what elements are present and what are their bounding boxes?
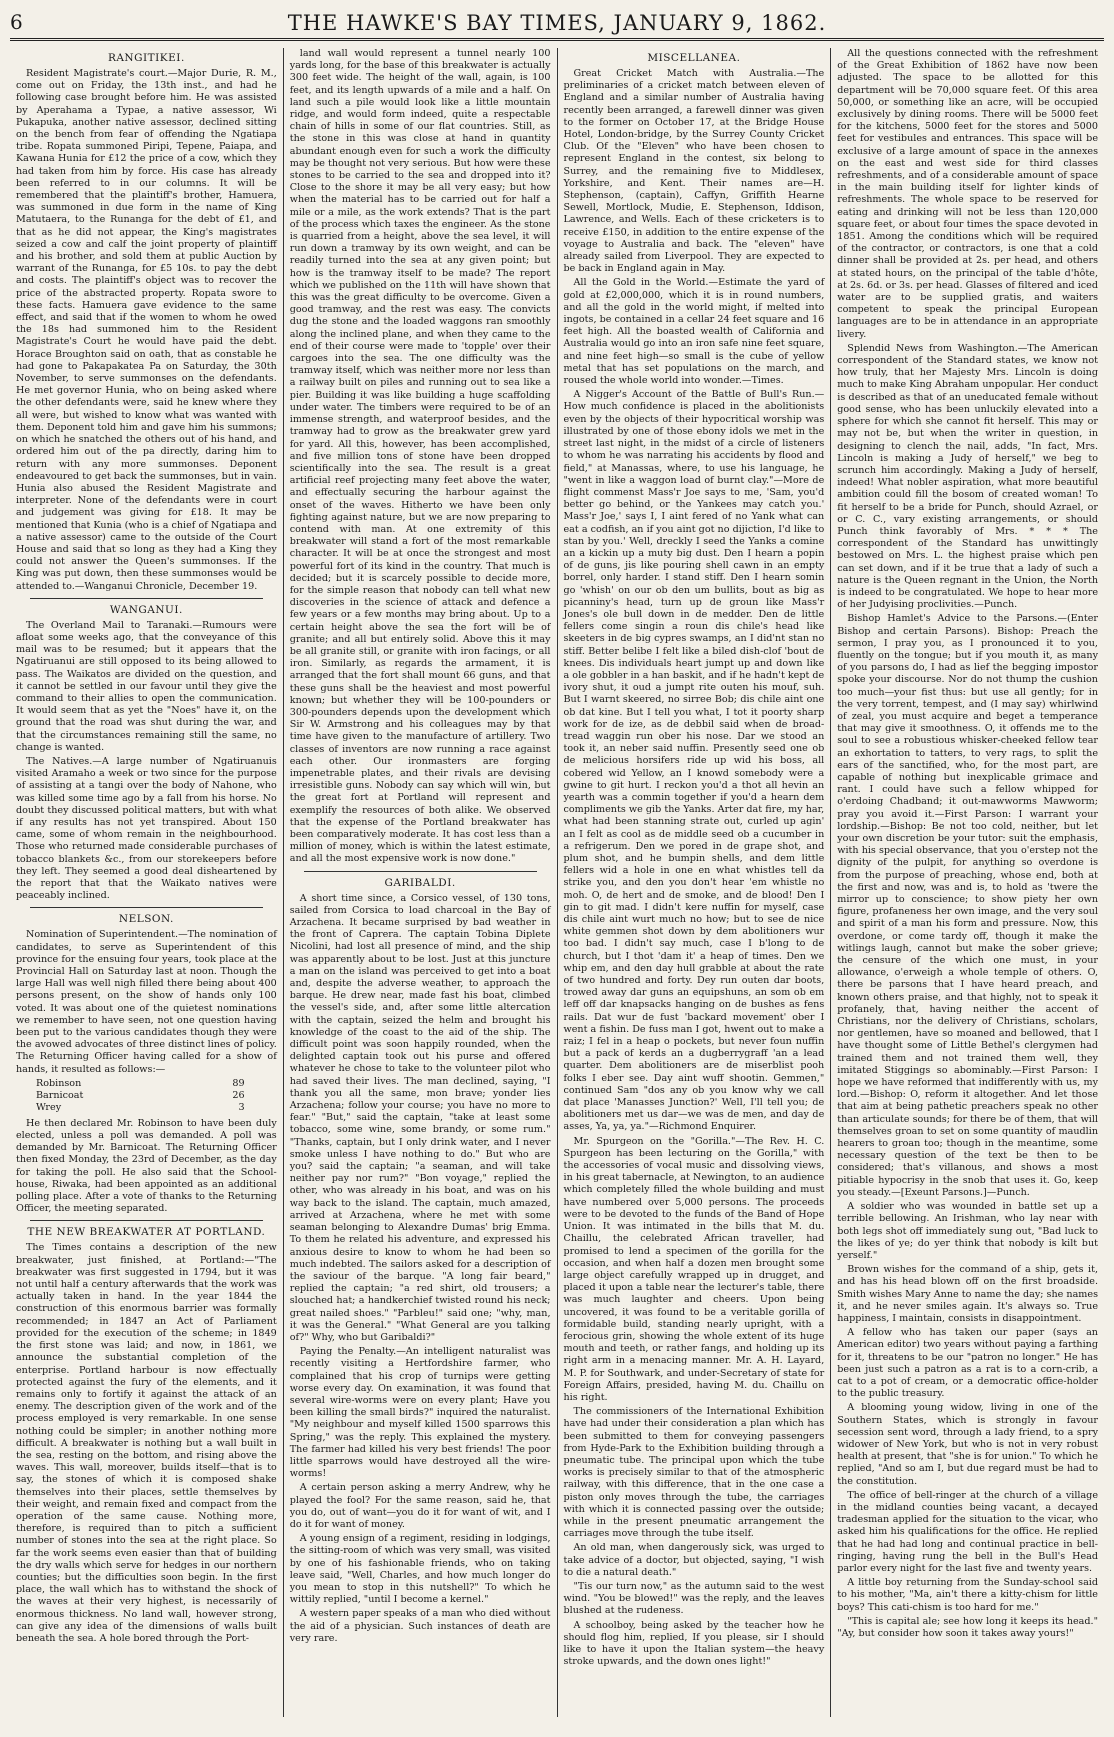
article-west-wind: "Tis our turn now," as the autumn said to the west wind. "You be blowed!" was the reply, and the leaves blushed at the rudeness. bbox=[563, 1580, 825, 1617]
heading-breakwater: THE NEW BREAKWATER AT PORTLAND. bbox=[27, 1226, 266, 1239]
article-physician: A western paper speaks of a man who died without the aid of a physician. Such instances of death are very rare. bbox=[289, 1608, 551, 1644]
article-exhibition-refreshment: All the questions connected with the refreshment of the Great Exhibition of 1862 have now been adjusted. The space to be allotted for this department will be 70,000 square feet. Of this area 50,000, or something like an acre, will be occupied exclusively by dining rooms. There will be 5000 feet for the kitchens, 5000 feet for the stores and 5000 feet for vestibules and entrances. This space will be exclusive of a large amount of space in the annexes on the east and west side for third classes refreshments, and of a considerable amount of space in the main building itself for lighter kinds of refreshments. The whole space to be reserved for eating and drinking will not be less than 120,000 square feet, or about four times the space devoted in 1851. Among the conditions which will be required of the contractor, or contractors, is one that a cold dinner shall be provided at 2s. per head, and others at stated hours, on the principal of the table d'hôte, at 2s. 6d. or 3s. per head. Glasses of filtered and iced water are to be supplied gratis, and waiters competent to speak the principal European languages are to be in attendance in an appropriate livery. bbox=[837, 48, 1098, 340]
article-soldier: A soldier who was wounded in battle set up a terrible bellowing. An Irishman, who lay near with both legs shot off immediately sung out, "Bad luck to the likes of ye; do yer think that nobody is kilt but yerself." bbox=[837, 1201, 1098, 1261]
candidate-votes: 3 bbox=[238, 1101, 245, 1113]
divider bbox=[30, 598, 263, 599]
candidate-votes: 89 bbox=[232, 1077, 245, 1089]
article-overland-mail: The Overland Mail to Taranaki.—Rumours were afloat some weeks ago, that the conveyance of this mail was to be resumed; but it appears that the Ngatiruanui are still opposed to its being allowed to pass. The Waikatos are divided on the question, and it cannot be settled in our favour until they give the command to their allies to open the communication. It would seem that as yet the "Noes" have it, on the ground that the road was shut during the war, and that the circumstances remaining still the same, no change is wanted. bbox=[16, 619, 277, 753]
heading-miscellanea: MISCELLANEA. bbox=[647, 52, 741, 64]
article-garibaldi: A short time since, a Corsico vessel, of 130 tons, sailed from Corsica to load charcoal in the Bay of Arzachena. It became surprised by bad weather in the front of Caprera. The captain Tobina Diplete Nicolini, had lost all presence of mind, and the ship was apparently about to be lost. Just at this juncture a man on the island was perceived to get into a boat and, despite the adverse weather, to approach the barque. He drew near, made fast his boat, climbed the vessel's side, and, after some little altercation with the captain, seized the helm and brought his knowledge of the coast to the aid of the ship. The difficult point was soon happily rounded, when the delighted captain took out his purse and offered whatever he chose to take to the volunteer pilot who had saved their lives. The man declined, saying, "I thank you all the same, mon brave; yonder lies Arzachena; follow your course; you have no more to fear." "But," said the captain, "take at least some tobacco, some wine, some brandy, or some rum." "Thanks, captain, but I only drink water, and I never smoke unless I have nothing to do." But who are you? said the captain; "a seaman, and will take neither pay nor rum?" "Bon voyage," replied the other, who was already in his boat, and was on his way back to the island. The captain, much amazed, arrived at Arzachena, where he met with some seaman belonging to Alexandre Dumas' brig Emma. To them he related his adventure, and expressed his anxious desire to know to whom he had been so much indebted. The sailors asked for a description of the saviour of the barque. "A long fair beard," replied the captain; "a red shirt, old trousers; a slouched hat; a handkerchief twisted round his neck; great nailed shoes." "Parbleu!" said one; "why, man, it was the General." "What General are you talking of?" Why, who but Garibaldi?" bbox=[289, 892, 551, 1343]
divider bbox=[30, 907, 263, 908]
article-widow: A blooming young widow, living in one of the Southern States, which is strongly in favour secession sent word, through a lady friend, to a spry widower of New York, but who is not in very robust health at present, that "she is for union." To which he replied, "And so am I, but due regard must be had to the constitution. bbox=[837, 1402, 1098, 1487]
article-natives: The Natives.—A large number of Ngatiruanuis visited Aramaho a week or two since for the purpose of assisting at a tangi over the body of Nahone, who was killed some time ago by a fall from his horse. No doubt they discussed political matters, but with what if any results has not yet transpired. About 150 came, some of whom remain in the neighbourhood. Those who returned made considerable purchases of tobacco blankets &c., from our storekeepers before they left. They seemed a good deal disheartened by the report that that the Waikato natives were peaceably inclined. bbox=[16, 755, 277, 902]
article-nomination: Nomination of Superintendent.—The nomination of candidates, to serve as Superintendent of this province for the ensuing four years, took place at the Provincial Hall on Saturday last at noon. Though the large Hall was well nigh filled there being about 400 persons present, on the show of hands only 100 voted. It was about one of the quietest nominations we remember to have seen, not one question having been put to the various candidates though they were the avowed advocates of three distinct lines of policy. The Returning Officer having called for a show of hands, it resulted as follows:— bbox=[16, 929, 277, 1075]
vote-row bbox=[36, 1078, 245, 1090]
page-number: 6 bbox=[10, 10, 23, 34]
column-2 bbox=[284, 48, 558, 1717]
article-spurgeon: Mr. Spurgeon on the "Gorilla."—The Rev. H. C. Spurgeon has been lecturing on the Gorilla," with the accessories of vocal music and dissolving views, in his great tabernacle, at Newington, to an audience which completely filled the whole building and must have numbered over 5,000 persons. The proceeds were to be devoted to the funds of the Band of Hope Union. It was intimated in the bills that M. du. Chaillu, the celebrated African traveller, had promised to lend a specimen of the gorilla for the occasion, and when half a dozen men brought some large object carefully wrapped up in drugget, and placed it upon a table near the lecturer's table, there was much laughter and cheers. Upon being uncovered, it was found to be a veritable gorilla of formidable build, standing nearly upright, with a ferocious grin, showing the whole extent of its huge mouth and teeth, or rather fangs, and holding up its right arm in a menacing manner. Mr. A. H. Layard, M. P. for Southwark, and under-Secretary of state for Foreign Affairs, presided, having M. du. Chaillu on his right. bbox=[563, 1135, 825, 1403]
article-cricket: Great Cricket Match with Australia.—The preliminaries of a cricket match between eleven of England and a similar number of Australia having recently been arranged, a farewell dinner was given to the former on October 17, at the Bridge House Hotel, London-bridge, by the Surrey County Cricket Club. Of the "Eleven" who have been chosen to represent England in the contest, six belong to Surrey, and the remaining five to Middlesex, Yorkshire, and Kent. Their names are—H. Stephenson, (captain), Caffyn, Griffith Hearne Sewell, Mortlock, Mudie, E. Stephenson, Iddison, Lawrence, and Wells. Each of these cricketers is to receive £150, in addition to the entire expense of the voyage to Australia and back. The "eleven" have already sailed from Liverpool. They are expected to be back in England again in May. bbox=[563, 68, 825, 275]
candidate-name: Barnicoat bbox=[36, 1089, 84, 1101]
masthead bbox=[10, 10, 1104, 41]
article-ensign: A young ensign of a regiment, residing in lodgings, the sitting-room of which was very small, was visited by one of his fashionable friends, who on taking leave said, "Well, Charles, and how much longer do you mean to stop in this nutshell?" To which he wittily replied, "until I become a kernel." bbox=[289, 1533, 551, 1606]
newspaper-page bbox=[10, 10, 1104, 1717]
article-bishop-hamlet: Bishop Hamlet's Advice to the Parsons.—(Enter Bishop and certain Parsons). Bishop: Preach the sermon, I pray you, as I pronounced it to you, fluently on the tongue; but if you mouth it, as many of you parsons do, I had as lief the begging impostor spoke your discourse. Nor do not thump the cushion too much—your fist thus: but use all gently; for in the very torrent, tempest, and (I may say) whirlwind of zeal, you must acquire and beget a temperance that may give it smoothness. O, it offends me to the soul to see a robustious whisker-cheeked fellow tear an exhortation to tatters, to very rags, to split the ears of the sanctified, who, for the most part, are capable of nothing but inexplicable grimace and rant. I could have such a fellow whipped for o'erdoing Chadband; it out-mawworms Mawworm; pray you avoid it.—First Parson: I warrant your lordship.—Bishop: Be not too cold, neither, but let your own discretion be your tutor: suit the emphasis, with his special observance, that you o'erstep not the dignity of the pulpit, for anything so overdone is from the purpose of preaching, whose end, both at the first and now, was and is, to hold as 'twere the mirror up to conscience; to show piety her own figure, profaneness her own image, and the very soul and spirit of a man his form and pressure. Now, this overdone, or come tardy off, though it make the witlings laugh, cannot but make the sober grieve; the censure of the which one must, in your allowance, o'erweigh a whole temple of others. O, there be parsons that I have heard preach, and known others praise, and that highly, not to speak it profanely, that, having neither the accent of Christians, nor the delivery of Christians, scholars, nor gentlemen, have so moaned and bellowed, that I have thought some of Little Bethel's clergymen had trained them and not trained them well, they imitated Stiggings so abominably.—First Parson: I hope we have reformed that indifferently with us, my lord.—Bishop: O, reform it altogether. And let those that aim at being pathetic preachers speak no other than articulate sounds; for there be of them, that will themselves groan to set on some quantity of maudlin hearers to groan too; though in the meantime, some necessary question of the text be then to be considered; that's villanous, and shows a most pitiable hypocrisy in the snob that uses it. Go, keep you steady.—[Exeunt Parsons.]—Punch. bbox=[837, 613, 1098, 1198]
article-pneumatic-tube: The commissioners of the International Exhibition have had under their consideration a plan which has been submitted to them for conveying passengers from Hyde-Park to the Exhibition building through a pneumatic tube. The principal upon which the tube works is precisely similar to that of the atmospheric railway, with this difference, that in the one case a piston only moves through the tube, the carriages with which it is connected passing over the outside; while in the present pneumatic arrangement the carriages move through the tube itself. bbox=[563, 1406, 825, 1540]
article-brown-smith: Brown wishes for the command of a ship, gets it, and has his head blown off on the first broadside. Smith wishes Mary Anne to name the day; she names it, and he never smiles again. It's always so. True happiness, I maintain, consists in disappointment. bbox=[837, 1264, 1098, 1324]
newspaper-title: THE HAWKE'S BAY TIMES, JANUARY 9, 1862. bbox=[287, 11, 827, 35]
columns bbox=[10, 48, 1104, 1717]
vote-row bbox=[36, 1090, 245, 1102]
vote-table bbox=[36, 1078, 245, 1114]
article-breakwater: The Times contains a description of the new breakwater, just finished, at Portland:—"The breakwater was first suggested in 1794, but it was not until half a century afterwards that the work was actually taken in hand. In the year 1844 the construction of this enormous barrier was formally recommended; in 1847 an Act of Parliament provided for the execution of the scheme; in 1849 the first stone was laid; and now, in 1861, we announce the substantial completion of the enterprise. Portland harbour is now effectually protected against the fury of the elements, and it remains only to fortify it against the attack of an enemy. The description given of the work and of the process employed is very remarkable. In one sense nothing could be simpler; in another nothing more difficult. A breakwater is nothing but a wall built in the sea, resting on the bottom, and rising above the waves. This wall, moreover, builds itself—that is to say, the stones of which it is composed shake themselves into their places, settle themselves by their weight, and remain fixed and compact from the operation of the same cause. Nothing more, therefore, is required than to pitch a sufficient number of stones into the sea at the right place. So far the work seems even easier than that of building the dry walls which serve for hedges in our northern counties; but the difficulties soon begin. In the first place, the wall which has to withstand the shock of the waves at their very highest, is necessarily of enormous thickness. No land wall, however strong, can give any idea of the dimensions of walls built beneath the sea. A hole bored through the Port- bbox=[16, 1242, 277, 1644]
article-gold: All the Gold in the World.—Estimate the yard of gold at £2,000,000, which it is in round numbers, and all the gold in the world might, if melted into ingots, be contained in a cellar 24 feet square and 16 feet high. All the boasted wealth of California and Australia would go into an iron safe nine feet square, and nine feet high—so small is the cube of yellow metal that has set populations on the march, and roused the whole world into wonder.—Times. bbox=[563, 277, 825, 387]
article-schoolboy: A schoolboy, being asked by the teacher how he should flog him, replied, If you please, sir I should like to have it upon the Italian system—the heavy stroke upwards, and the down ones light!" bbox=[563, 1619, 825, 1668]
article-washington: Splendid News from Washington.—The American correspondent of the Standard states, we know not how truly, that her Majesty Mrs. Lincoln is doing much to make King Abraham unpopular. Her conduct is described as that of an uneducated female without good sense, who has been unluckily elevated into a sphere for which she cannot fit herself. This may or may not be, but when the writer in question, in designing to clench the nail, adds, "In fact, Mrs. Lincoln is making a Judy of herself," we beg to scrunch him accordingly. Making a Judy of herself, indeed! What nobler aspiration, what more beautiful ambition could fill the bosom of created woman! To fit herself to be a bride for Punch, should Azrael, or or C. C., vary existing arrangements, or should Punch think favorably of Mrs. * * * The correspondent of the Standard has unwittingly bestowed on Mrs. L. the highest praise which pen can set down, and if it be true that a lady of such a nature is the Queen regnant in the Union, the North is indeed to be congratulated. We hope to hear more of her Judyising proclivities.—Punch. bbox=[837, 342, 1098, 611]
divider bbox=[304, 871, 537, 872]
heading-wanganui: WANGANUI. bbox=[109, 603, 183, 616]
article-nomination-result: He then declared Mr. Robinson to have been duly elected, unless a poll was demanded. A poll was demanded by Mr. Barnicoat. The Returning Officer then fixed Monday, the 23rd of December, as the day for taking the poll. He also said that the School-house, Riwaka, had been appointed as an additional polling place. After a vote of thanks to the Returning Officer, the meeting separated. bbox=[16, 1117, 277, 1215]
column-4 bbox=[831, 48, 1104, 1717]
candidate-name: Wrey bbox=[36, 1101, 62, 1113]
article-kitty-chism: A little boy returning from the Sunday-school said to his mother, "Ma, ain't there a kitty-chism for little boys? This cati-chism is too hard for me." bbox=[837, 1577, 1098, 1613]
heading-garibaldi: GARIBALDI. bbox=[384, 876, 456, 889]
heading-rangitikei: RANGITIKEI. bbox=[107, 52, 185, 64]
column-1 bbox=[10, 48, 284, 1717]
candidate-name: Robinson bbox=[36, 1077, 82, 1089]
article-bulls-run: A Nigger's Account of the Battle of Bull's Run.—How much confidence is placed in the abolitionists even by the objects of their hypocritical worship was illustrated by one of those ebony idols we met in the street last night, in the midst of a circle of listeners to whom he was narrating his accidents by flood and field," at Manassas, where, to use his language, he "went in like a waggon load of burnt clay."—More de flight commenst Mass'r Joe says to me, 'Sam, you'd better go behind, or the Yankees may catch you.' Mass'r Joe,' says I, I aint fered of no Yank what can eat a codfish, an if you aint got no dijiction, I'd like to stan by you.' Well, dreckly I seed the Yanks a comine an a kickin up a muty big dust. Den I hearn a popin of de guns, jis like pouring shell cawn in an empty borrel, only harder. I stand stiff. Den I hearn somin go 'whish' on our ob den um bullits, bout as big as picanniny's head, turn up de groun like Mass'r Jones's ole bull down in de medder. Den de little fellers come singin a roun dis chile's head like skeeters in de big cypres swamps, an I did'nt stan no stiff. Better belibe I felt like a biled dish-clof 'bout de knees. Dis individuals heart jumpt up and down like a ole gobbler in a han baskit, and if he hadn't kept de ivory shut, it oud a jumpt rite outen his mouf, suh. But I warnt skeered, no sirree Bob; dis chile aint one ob dat kine. But I tell you what, I tot it poorty sharp work for de ize, as de debbil said when de broad-tread waggin run ober his nose. Dar we stood an took it, an neber said nuffin. Presently seed one ob de melicious horsifers ride up wid his boss, all cobered wid Yellow, an I knowd somebody were a gwine to git hurt. I reckon you'd a thot all hevin an yearth was a commin together if you'd a hearn dem compliments we gib the Yanks. Arter dat fire, my har, what had been stanning strate out, curled up agin' an I felt as cool as de middle seed ob a cucumber in a refrigerum. Den we pored in de grape shot, and plum shot, and he bumpin shells, and dem little fellers wid a hole in one en what whistles tell da strike you, and den you don't hear 'em whistle no moh. O, de hert and de smoke, and de blood! Den I gin to git mad. I didn't kere nuffin for myself, case dis chile aint wurt much no how; but to see de nice white gemmen shot down by dem abolitioners wur too bad. I didn't say much, case I b'long to de church, but I thot 'dam it' a heap of times. Den we whip em, and den day hull grabble at about the rate of two hundred and forty. Dey run outen dar boots, trowed away dar guns an equipshuns, an som ob em leff off dar knapsacks hanging on de bushes as fens rails. Dat wur de fust 'backard movement' ober I went a fishin. De fuss man I got, hwent out to make a raiz; I fel in a heap o pockets, but never foun nuffin but a pack of kerds an a dugberrygraff 'an a lead quarter. Dem abolitioners are de miserblist pooh folks I eber see. Day aint wuff shootin. Gemmen," continued Sam "dos any ob you know why we call dat place 'Manasses Junction?' Well, I'll tell you; de abolitioners met us dar—we was de men, and day de asses, Ya, ya, ya."—Richmond Enquirer. bbox=[563, 389, 825, 1133]
article-capital-ale: "This is capital ale; see how long it keeps its head." "Ay, but consider how soon it takes away yours!" bbox=[837, 1615, 1098, 1639]
article-patron: A fellow who has taken our paper (says an American editor) two years without paying a farthing for it, threatens to be our "patron no longer." He has been just such a patron as a rat is to a corn-crib, a cat to a pot of cream, or a democratic office-holder to the public treasury. bbox=[837, 1327, 1098, 1400]
article-bell-ringer: The office of bell-ringer at the church of a village in the midland counties being vacant, a decayed tradesman applied for the situation to the vicar, who asked him his qualifications for the office. He replied that he had had long and continual practice in bell-ringing, having rung the bell in the Bull's Head parlor every night for the last five and twenty years. bbox=[837, 1489, 1098, 1574]
article-rangitikei: Resident Magistrate's court.—Major Durie, R. M., come out on Friday, the 13th inst., and had he following case brought before him. He was assisted by Aperahama a Typae, a native assessor, Wi Pukapuka, another native assessor, declined sitting on the bench from fear of offending the Ngatiapa tribe. Ropata summoned Piripi, Tepene, Paiapa, and Kawana Hunia for £12 the price of a cow, which they had taken from him by force. His case has already been referred to in our columns. It will be remembered that the plaintiff's brother, Hamuera, was summoned in due form in the name of King Matutaera, to the Runanga for the debt of £1, and that as he did not appear, the King's magistrates seized a cow and calf the joint property of plaintiff and his brother, and sold them at public Auction by warrant of the Runanga, for £5 10s. to pay the debt and costs. The plaintiff's object was to recover the price of the abstracted property. Ropata swore to these facts. Hamuera gave evidence to the same effect, and said that if the women to whom he owed the 18s had summoned him to the Resident Magistrate's Court he would have paid the debt. Horace Broughton said on oath, that as constable he had gone to Pakapakatea Pa on Saturday, the 30th November, to serve summonses on the defendants. He met governor Hunia, who on being asked where the other defendants were, said he knew where they all were, but wished to know what was wanted with them. Deponent told him and gave him his summons; on which he snatched the others out of his hand, and ordered him out of the pa directly, daring him to return with any more summonses. Deponent endeavoured to get back the summonses, but in vain. Hunia also abused the Resident Magistrate and interpreter. None of the defendants were in court and judgement was giving for £18. It may be mentioned that Kunia (who is a chief of Ngatiapa and a native assessor) came to the outside of the Court House and said that so long as they had a King they could not answer the Queen's summonses. If the King was put down, then these summonses would be attended to.—Wanganui Chronicle, December 19. bbox=[16, 68, 277, 592]
divider bbox=[30, 1220, 263, 1221]
article-merry-andrew: A certain person asking a merry Andrew, why he played the fool? For the same reason, said he, that you do, out of want—you do it for want of wit, and I do it for want of money. bbox=[289, 1482, 551, 1530]
article-paying-penalty: Paying the Penalty.—An intelligent naturalist was recently visiting a Hertfordshire farmer, who complained that his crop of turnips were getting worse every day. On examination, it was found that several wire-worms were on every plant; Have you been killing the small birds?" inquired the naturalist. "My neighbour and myself killed 1500 sparrows this Spring," was the reply. This explained the mystery. The farmer had killed his very best friends! The poor little sparrows would have destroyed all the wire-worms! bbox=[289, 1346, 551, 1480]
article-breakwater-continued: land wall would represent a tunnel nearly 100 yards long, for the base of this breakwater is actually 300 feet wide. The height of the wall, again, is 100 feet, and its length upwards of a mile and a half. On land such a pile would look like a little mountain ridge, and would form indeed, quite a respectable chain of hills in some of our flat countries. Still, as the stone in this was close at hand in quantity abundant enough even for such a work the difficulty may be thought not very serious. But how were these stones to be carried to the sea and dropped into it? Close to the shore it may be all very easy; but how when the material has to be carried out for half a mile or a mile, as the work extends? That is the part of the process which taxes the engineer. As the stone is quarried from a height, above the sea level, it will run down a tramway by its own weight, and can be readily turned into the sea at any given point; but how is the tramway itself to be made? The report which we published on the 11th will have shown that this was the great difficulty to be overcome. Given a good tramway, and the rest was easy. The convicts dug the stone and the loaded waggons ran smoothly along the inclined plane, and when they came to the end of their course were made to 'topple' over their cargoes into the sea. The one difficulty was the tramway itself, which was neither more nor less than a railway built on piles and running out to sea like a pier. Building it was like building a huge scaffolding under water. The timbers were required to be of an immense strength, and waterproof besides, and the tramway had to grow as the breakwater grew yard for yard. All this, however, has been accomplished, and five million tons of stone have been dropped scientifically into the sea. The result is a great artificial reef projecting many feet above the water, and effectually securing the harbour against the onset of the waves. Hitherto we have been only fighting against nature, but we are now preparing to contend with man. At one extremity of this breakwater will stand a fort of the most remarkable character. It will be at once the strongest and most powerful fort of its kind in the country. That much is decided; but it is scarcely possible to decide more, for the simple reason that nobody can tell what new discoveries in the science of attack and defence a few years or a few months may bring about. Up to a certain height above the sea the fort will be of granite; and all but entirely solid. Above this it may be all granite still, or granite with iron facings, or all iron. Similarly, as regards the armament, it is arranged that the fort shall mount 66 guns, and that these guns shall be the heaviest and most powerful known; but whether they will be 100-pounders or 300-pounders depends upon the development which Sir W. Armstrong and his colleagues may by that time have given to the manufacture of artillery. Two classes of inventors are now running a race against each other. Our ironmasters are forging impenetrable plates, and their rivals are devising irresistible guns. Nobody can say which will win, but the great fort at Portland will represent and exemplify the resources of both alike. We observed that the expense of the Portland breakwater has been comparatively moderate. It has cost less than a million of money, which is within the latest estimate, and all the most expensive work is now done." bbox=[289, 48, 551, 865]
heading-nelson: NELSON. bbox=[118, 913, 174, 926]
column-3 bbox=[558, 48, 832, 1717]
article-natural-death: An old man, when dangerously sick, was urged to take advice of a doctor, but objected, saying, "I wish to die a natural death." bbox=[563, 1542, 825, 1578]
vote-row bbox=[36, 1102, 245, 1114]
candidate-votes: 26 bbox=[232, 1089, 245, 1101]
